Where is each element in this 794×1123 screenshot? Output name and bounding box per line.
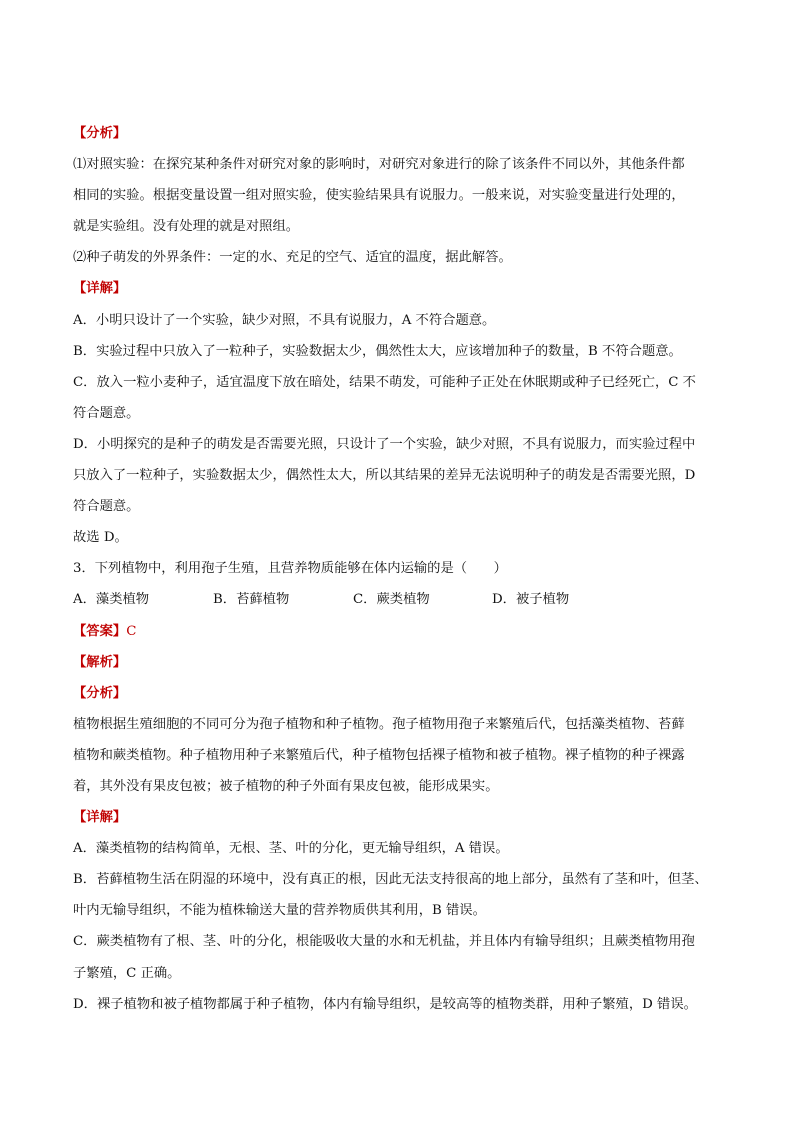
detail-line: B．实验过程中只放入了一粒种子，实验数据太少，偶然性太大，应该增加种子的数量，B 不符合题意。 [73, 343, 682, 359]
option-c: C．蕨类植物 [353, 592, 430, 608]
detail-line: A．小明只设计了一个实验，缺少对照，不具有说服力，A 不符合题意。 [73, 312, 496, 328]
question-options [73, 584, 725, 615]
detail-header: 【详解】 [73, 281, 127, 297]
option-b: B．苔藓植物 [213, 592, 290, 608]
document-page [73, 118, 725, 1020]
answer-label: 【答案】 [73, 623, 127, 639]
detail-line: 故选 D。 [73, 530, 128, 546]
answer-line [73, 616, 725, 647]
question-stem: 3．下列植物中，利用孢子生殖，且营养物质能够在体内运输的是（ ） [73, 561, 507, 577]
option-a: A．藻类植物 [73, 592, 150, 608]
detail-line: D．小明探究的是种子的萌发是否需要光照，只设计了一个实验，缺少对照，不具有说服力，而实验过程中 [73, 436, 696, 452]
answer-value: C [126, 623, 137, 639]
analysis-line: 就是实验组。没有处理的就是对照组。 [73, 219, 300, 235]
detail-line: C．放入一粒小麦种子，适宜温度下放在暗处，结果不萌发，可能种子正处在休眠期或种子已经死亡，C 不 [73, 374, 696, 390]
analysis-line: 植物和蕨类植物。种子植物用种子来繁殖后代，种子植物包括裸子植物和被子植物。裸子植物的种子裸露 [73, 747, 685, 763]
detail-header: 【详解】 [73, 810, 127, 826]
detail-line: A．藻类植物的结构简单，无根、茎、叶的分化，更无输导组织，A 错误。 [73, 841, 509, 857]
detail-line: 符合题意。 [73, 405, 140, 421]
analysis-line: ⑴对照实验：在探究某种条件对研究对象的影响时，对研究对象进行的除了该条件不同以外，其他条件都 [73, 157, 685, 173]
analysis-line: 着，其外没有果皮包被；被子植物的种子外面有果皮包被，能形成果实。 [73, 778, 499, 794]
detail-line: 子繁殖，C 正确。 [73, 965, 181, 981]
detail-line: D．裸子植物和被子植物都属于种子植物，体内有输导组织，是较高等的植物类群，用种子繁殖，D 错误。 [73, 996, 697, 1012]
explain-header: 【解析】 [73, 654, 127, 670]
detail-line: 只放入了一粒种子，实验数据太少，偶然性太大，所以其结果的差异无法说明种子的萌发是否需要光照，D [73, 468, 696, 484]
analysis-line: 植物根据生殖细胞的不同可分为孢子植物和种子植物。孢子植物用孢子来繁殖后代，包括藻类植物、苔藓 [73, 716, 685, 732]
analysis-line: ⑵种子萌发的外界条件：一定的水、充足的空气、适宜的温度，据此解答。 [73, 250, 512, 266]
detail-line: 叶内无输导组织，不能为植株输送大量的营养物质供其利用，B 错误。 [73, 903, 486, 919]
analysis-header: 【分析】 [73, 685, 127, 701]
analysis-line: 相同的实验。根据变量设置一组对照实验，使实验结果具有说服力。一般来说，对实验变量进行处理的， [73, 188, 685, 204]
analysis-header: 【分析】 [73, 126, 127, 141]
detail-line: C．蕨类植物有了根、茎、叶的分化，根能吸收大量的水和无机盐，并且体内有输导组织；且蕨类植物用孢 [73, 934, 695, 950]
detail-line: 符合题意。 [73, 499, 140, 515]
detail-line: B．苔藓植物生活在阴湿的环境中，没有真正的根，因此无法支持很高的地上部分，虽然有了茎和叶，但茎、 [73, 872, 708, 888]
option-d: D．被子植物 [492, 592, 570, 608]
